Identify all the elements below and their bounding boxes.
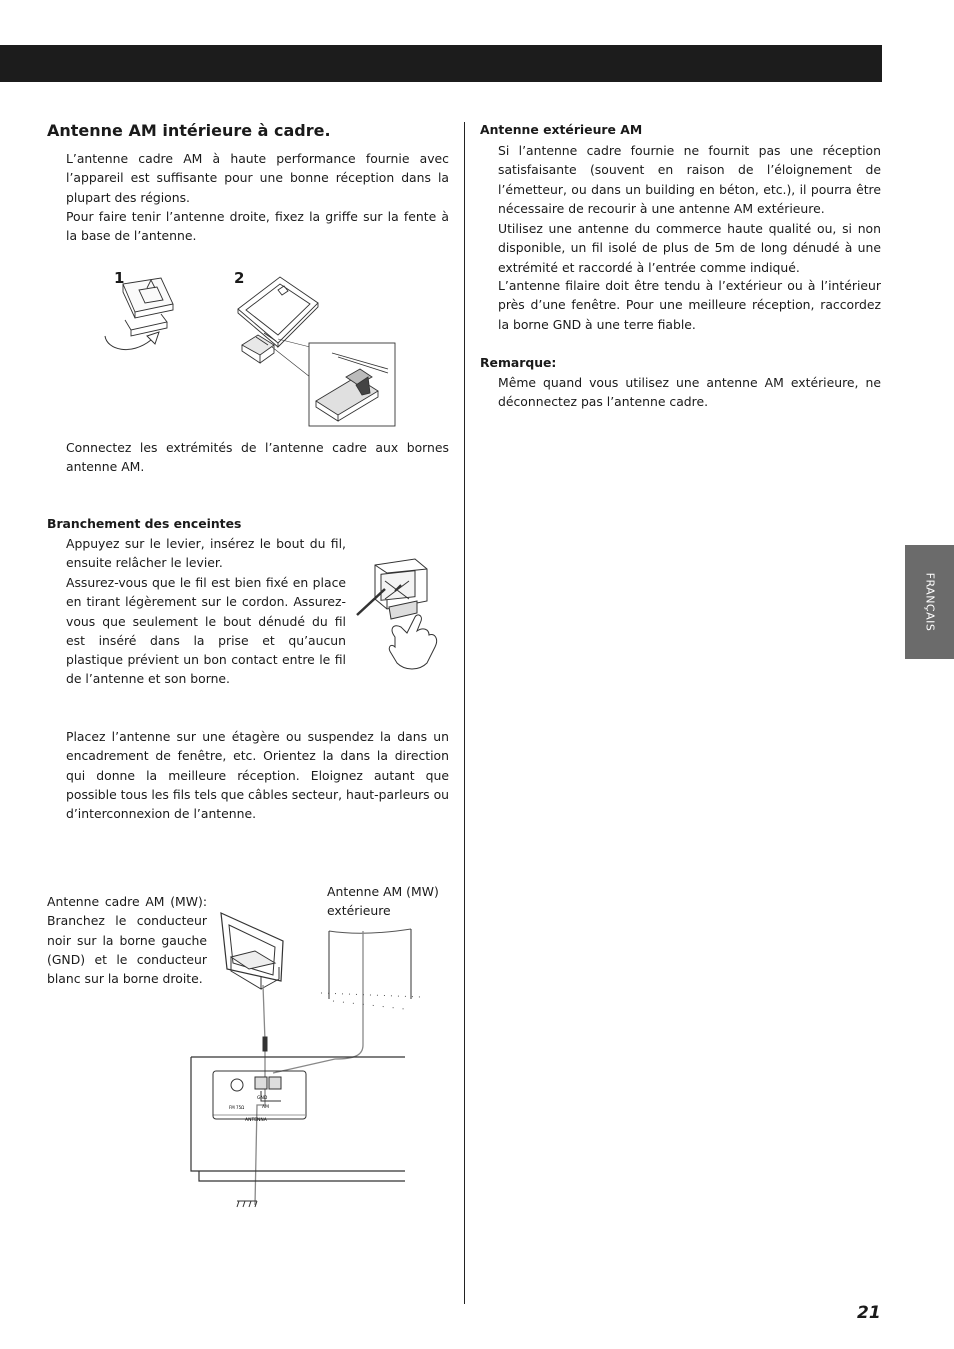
speaker-heading: Branchement des enceintes [47, 516, 242, 531]
note-heading: Remarque: [480, 355, 557, 370]
panel-am-label: AM [262, 1105, 269, 1110]
speaker-paragraph-2: Assurez-vous que le fil est bien fixé en place en tirant légèrement sur le cordon. Assurez-vous que seulement le bout dénudé du fil est inséré dans la prise et qu’aucun plastique prévient un bon contact entre le fil de l’antenne et son borne. [66, 575, 346, 687]
panel-fm-label: FM 75Ω [229, 1105, 245, 1110]
terminal-lever-illustration [355, 555, 445, 675]
language-tab-label: FRANÇAIS [923, 572, 936, 632]
outdoor-antenna-label: Antenne AM (MW) extérieure [327, 884, 439, 919]
column-divider [464, 122, 465, 1304]
placement-paragraph: Placez l’antenne sur une étagère ou suspendez la dans un encadrement de fenêtre, etc. Orientez la dans la direction qui donne la meilleure réception. Eloignez autant que possible tous les fils tels que câbles secteur, haut-parleurs ou d’interconnexion de l’antenne. [66, 729, 450, 822]
panel-antenna-label: ANTENNA [245, 1118, 267, 1123]
speaker-paragraph-1: Appuyez sur le levier, insérez le bout du fil, ensuite relâcher le levier. [66, 536, 346, 571]
outdoor-paragraph-1: Si l’antenne cadre fournie ne fournit pas une réception satisfaisante (souvent en raison de l’éloignement de l’émetteur, ou dans un building en béton, etc.), il pourra être nécessaire de recourir à une antenne AM extérieure. [498, 143, 881, 216]
step-1-number: 1 [114, 269, 125, 287]
loop-antenna-label: Antenne cadre AM (MW): Branchez le conducteur noir sur la borne gauche (GND) et le conducteur blanc sur la borne droite. [47, 894, 207, 987]
outdoor-heading: Antenne extérieure AM [480, 122, 643, 137]
outdoor-paragraph-3: L’antenne filaire doit être tendu à l’extérieur ou à l’intérieur près d’une fenêtre. Pour une meilleure réception, raccordez la borne GND à une terre fiable. [498, 278, 881, 332]
header-bar [0, 45, 882, 82]
panel-gnd-label: GND [257, 1096, 268, 1101]
step-2-number: 2 [234, 269, 245, 287]
intro-paragraph-1: L’antenne cadre AM à haute performance fournie avec l’appareil est suffisante pour une bonne réception dans la plupart des régions. [66, 151, 449, 205]
antenna-connection-diagram [185, 905, 420, 1215]
intro-paragraph-2: Pour faire tenir l’antenne droite, fixez la griffe sur la fente à la base de l’antenne. [66, 209, 449, 244]
language-tab [905, 545, 954, 659]
antenna-stand-step1-illustration [95, 270, 175, 360]
outdoor-paragraph-2: Utilisez une antenne du commerce haute qualité ou, si non disponible, un fil isolé de plus de 5m de long dénudé à une extrémité et raccordé à l’entrée comme indiqué. [498, 221, 881, 275]
page-number: 21 [857, 1303, 881, 1323]
note-paragraph: Même quand vous utilisez une antenne AM extérieure, ne déconnectez pas l’antenne cadre. [498, 375, 881, 410]
connect-paragraph: Connectez les extrémités de l’antenne cadre aux bornes antenne AM. [66, 440, 449, 475]
antenna-stand-step2-illustration [228, 273, 400, 428]
section-title: Antenne AM intérieure à cadre. [47, 121, 331, 140]
